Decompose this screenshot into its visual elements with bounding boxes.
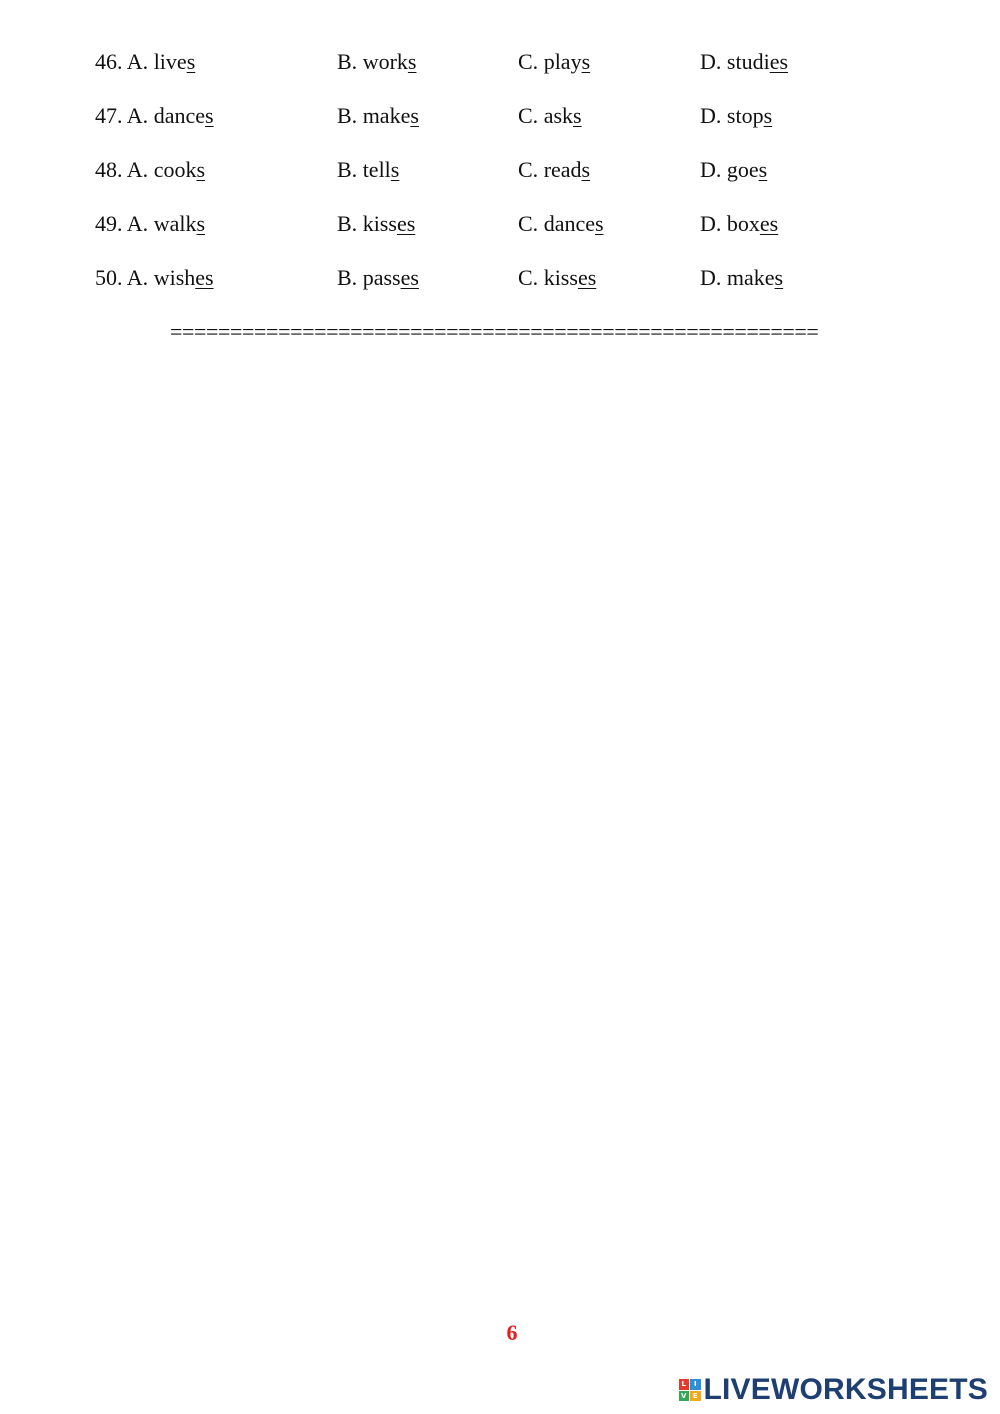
word-stem: wish (153, 265, 196, 290)
word-stem: cook (153, 157, 197, 182)
answer-option-b[interactable] (337, 260, 419, 296)
word-stem: dance (153, 103, 205, 128)
question-row (95, 44, 915, 98)
logo-letter: L (679, 1379, 690, 1390)
option-letter: B. (337, 103, 358, 128)
underlined-ending: s (758, 157, 768, 182)
question-number: 47. (95, 103, 123, 128)
option-letter: B. (337, 265, 358, 290)
underlined-ending: s (407, 49, 417, 74)
underlined-ending: s (573, 103, 582, 128)
answer-option-d[interactable] (700, 206, 778, 242)
question-row (95, 260, 915, 314)
option-letter: A. (126, 49, 149, 74)
word-stem: walk (153, 211, 197, 236)
word-stem: live (153, 49, 187, 74)
word-stem: pass (362, 265, 401, 290)
question-number: 48. (95, 157, 123, 182)
word-stem: goe (726, 157, 759, 182)
page-number: 6 (506, 1320, 518, 1345)
underlined-ending: s (763, 103, 773, 128)
underlined-ending: s (186, 49, 196, 74)
option-letter: B. (337, 157, 358, 182)
word-stem: tell (362, 157, 391, 182)
word-stem: dance (543, 211, 595, 236)
underlined-ending: s (581, 157, 591, 182)
word-stem: work (362, 49, 408, 74)
option-letter: A. (126, 265, 149, 290)
option-letter: C. (518, 157, 539, 182)
option-letter: D. (700, 103, 722, 128)
underlined-ending: es (396, 211, 416, 236)
underlined-ending: es (400, 265, 419, 290)
underlined-ending: es (759, 211, 779, 236)
answer-option-b[interactable] (337, 98, 419, 134)
underlined-ending: s (581, 49, 591, 74)
answer-option-d[interactable] (700, 44, 788, 80)
answer-option-a[interactable] (95, 152, 205, 188)
word-stem: stop (726, 103, 764, 128)
answer-option-d[interactable] (700, 152, 767, 188)
liveworksheets-brand (679, 1372, 989, 1408)
underlined-ending: s (594, 211, 604, 236)
question-number: 46. (95, 49, 123, 74)
underlined-ending: s (196, 211, 206, 236)
question-row (95, 206, 915, 260)
option-letter: A. (126, 103, 149, 128)
word-stem: read (543, 157, 582, 182)
option-letter: B. (337, 49, 358, 74)
option-letter: C. (518, 103, 539, 128)
answer-option-d[interactable] (700, 98, 772, 134)
option-letter: D. (700, 265, 722, 290)
answer-option-c[interactable] (518, 44, 590, 80)
word-stem: ask (543, 103, 574, 128)
answer-option-a[interactable] (95, 206, 205, 242)
underlined-ending: s (390, 157, 400, 182)
brand-name: LIVEWORKSHEETS (703, 1373, 988, 1406)
underlined-ending: es (195, 265, 214, 290)
option-letter: C. (518, 211, 539, 236)
question-number: 50. (95, 265, 123, 290)
underlined-ending: s (410, 103, 419, 128)
word-stem: make (726, 265, 775, 290)
answer-option-c[interactable] (518, 206, 604, 242)
option-letter: B. (337, 211, 358, 236)
answer-option-a[interactable] (95, 98, 214, 134)
word-stem: kiss (362, 211, 397, 236)
underlined-ending: es (769, 49, 789, 74)
option-letter: C. (518, 49, 539, 74)
answer-option-d[interactable] (700, 260, 783, 296)
question-row (95, 152, 915, 206)
underlined-ending: s (774, 265, 784, 290)
answer-option-b[interactable] (337, 152, 399, 188)
option-letter: A. (126, 157, 149, 182)
option-letter: D. (700, 49, 722, 74)
option-letter: D. (700, 157, 722, 182)
word-stem: kiss (543, 265, 578, 290)
word-stem: play (543, 49, 582, 74)
word-stem: box (726, 211, 760, 236)
question-list (95, 44, 915, 314)
option-letter: C. (518, 265, 539, 290)
option-letter: D. (700, 211, 722, 236)
answer-option-a[interactable] (95, 260, 214, 296)
answer-option-b[interactable] (337, 44, 416, 80)
logo-letter: I (690, 1379, 701, 1390)
answer-option-c[interactable] (518, 260, 596, 296)
answer-option-b[interactable] (337, 206, 415, 242)
answer-option-c[interactable] (518, 152, 590, 188)
underlined-ending: es (577, 265, 597, 290)
word-stem: make (362, 103, 411, 128)
section-divider: ====================================================== (170, 319, 819, 344)
option-letter: A. (126, 211, 149, 236)
answer-option-a[interactable] (95, 44, 195, 80)
underlined-ending: s (204, 103, 214, 128)
question-row (95, 98, 915, 152)
liveworksheets-logo-icon (679, 1379, 701, 1401)
logo-letter: E (690, 1391, 701, 1402)
word-stem: studi (726, 49, 770, 74)
answer-option-c[interactable] (518, 98, 582, 134)
question-number: 49. (95, 211, 123, 236)
logo-letter: V (679, 1391, 690, 1402)
underlined-ending: s (196, 157, 206, 182)
